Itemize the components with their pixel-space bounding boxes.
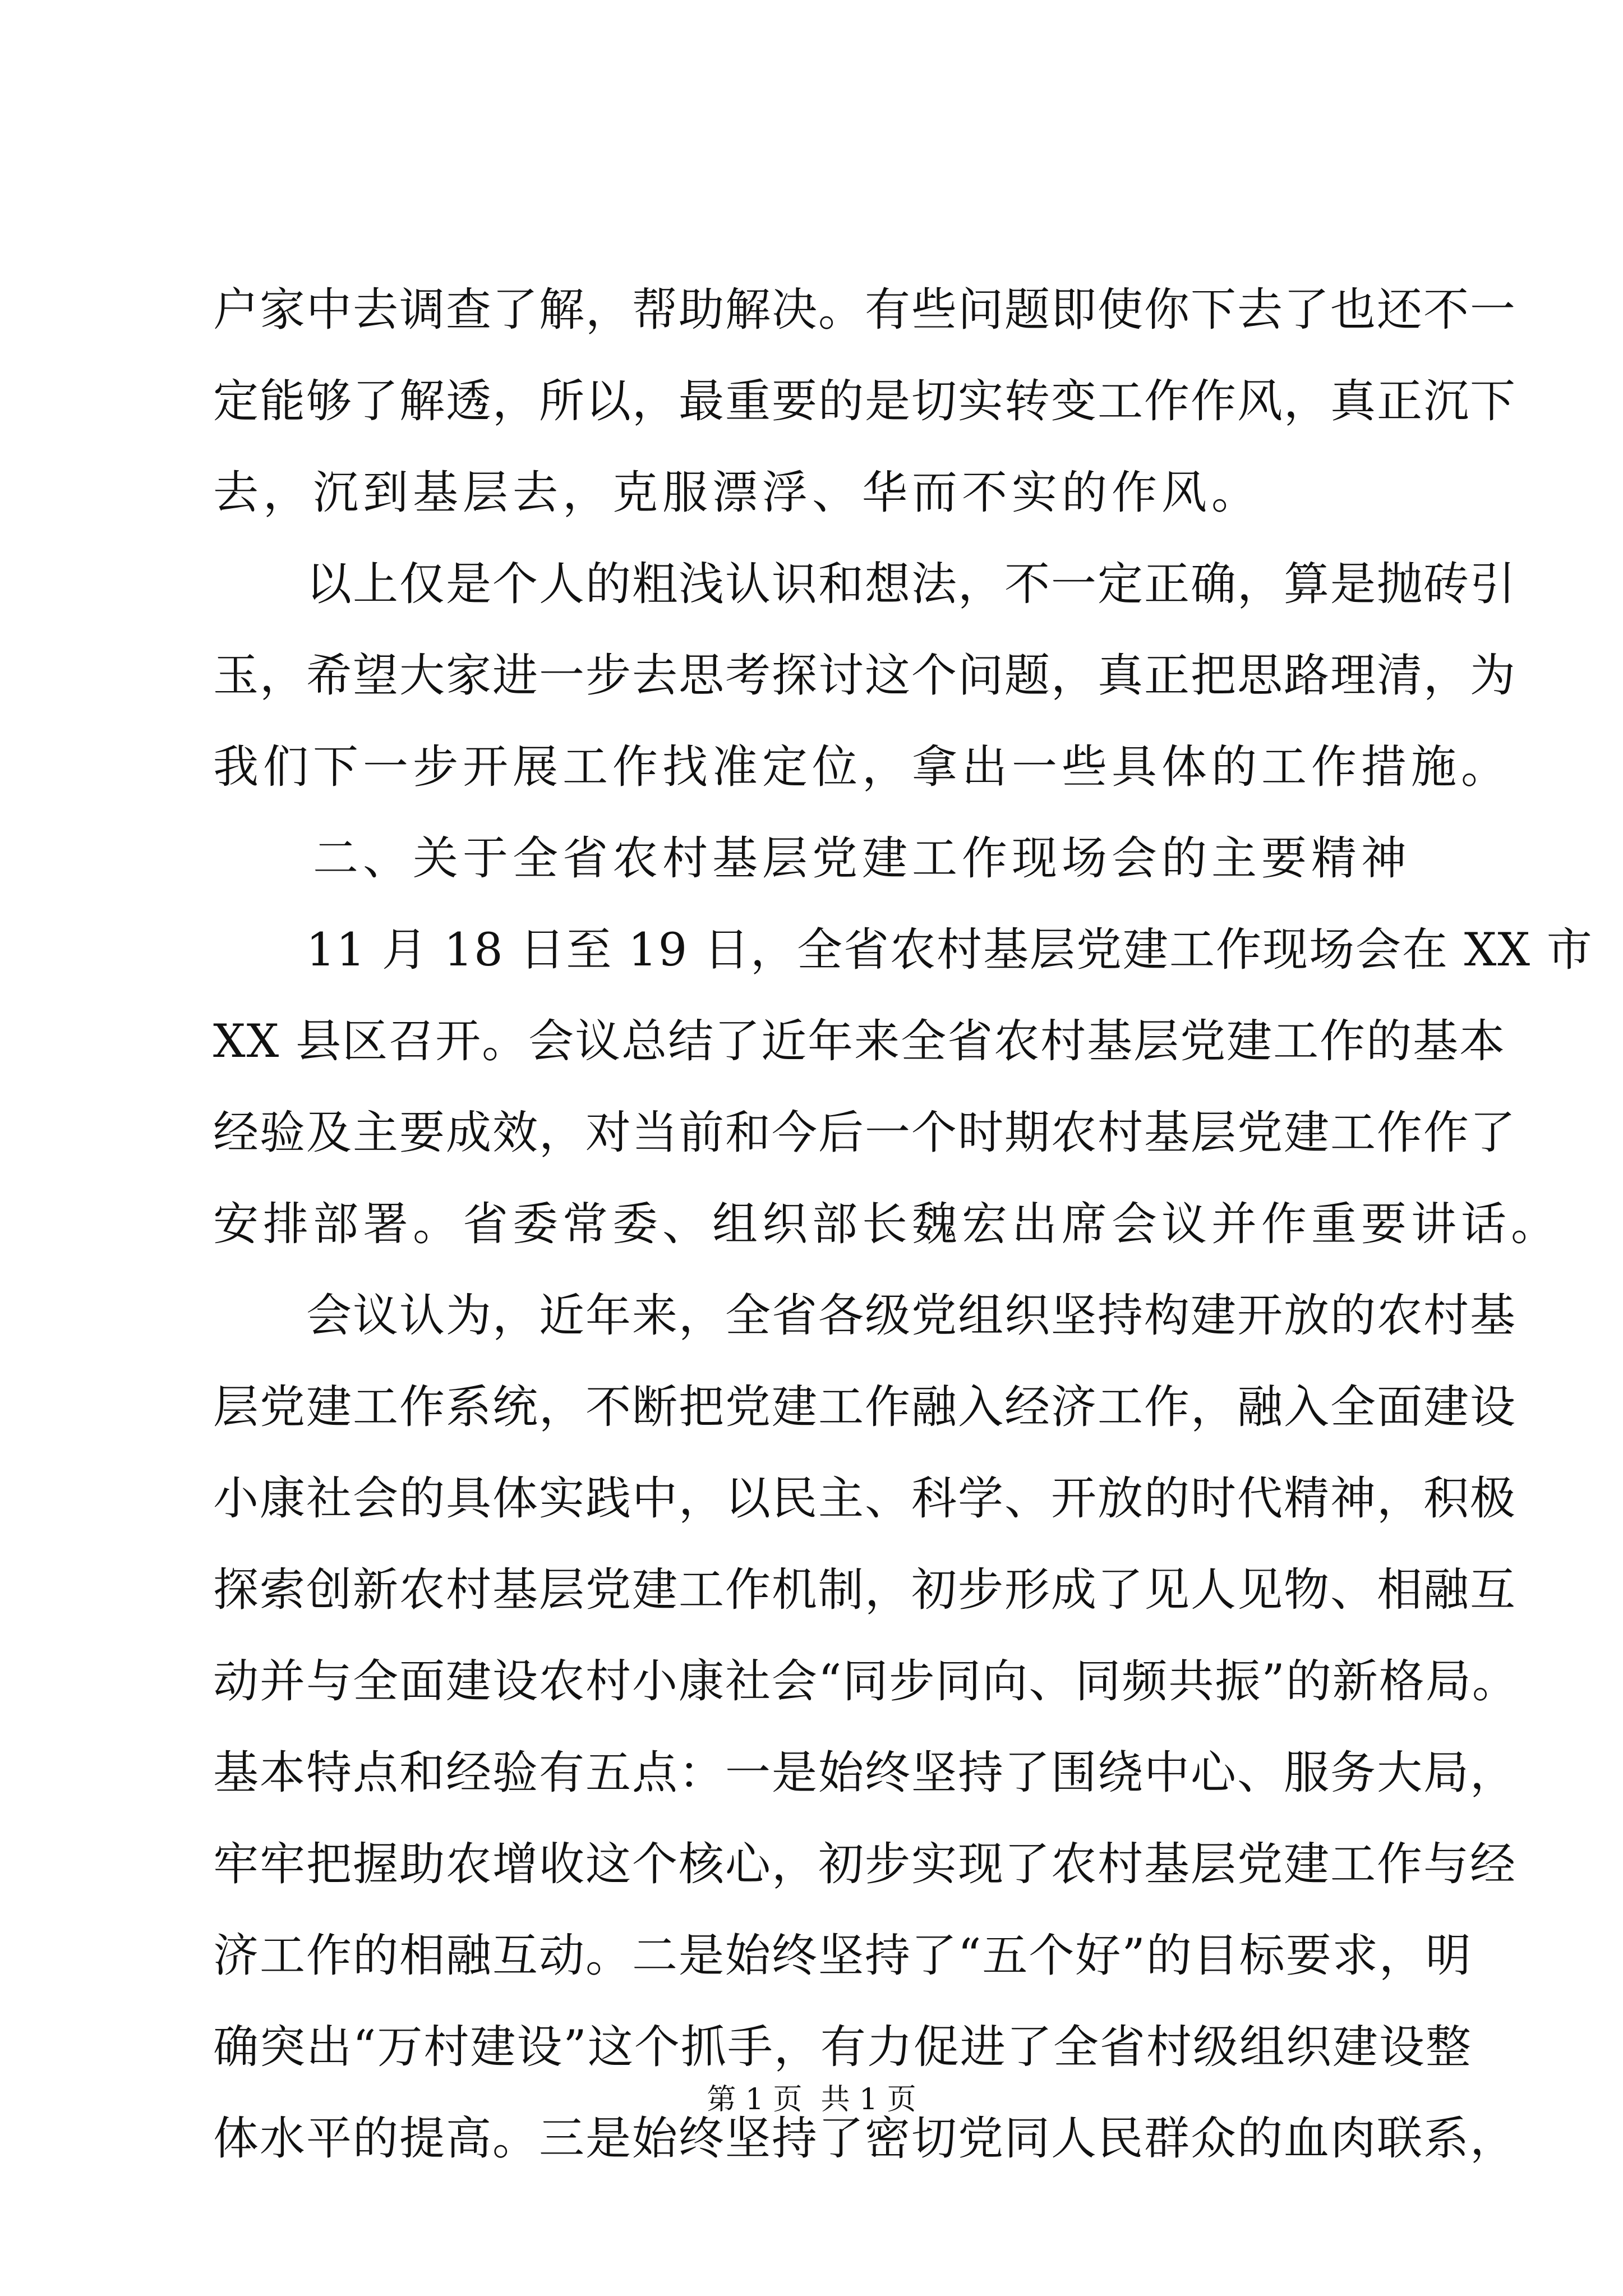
text-line: 11 月 18 日至 19 日，全省农村基层党建工作现场会在 XX 市 (213, 924, 1593, 977)
text-line: 确突出“万村建设”这个抓手，有力促进了全省村级组织建设整 (213, 2021, 1472, 2074)
text-line: 探索创新农村基层党建工作机制，初步形成了见人见物、相融互 (213, 1564, 1517, 1617)
text-line: 定能够了解透，所以，最重要的是切实转变工作作风，真正沉下 (213, 375, 1517, 428)
text-line: 去，沉到基层去，克服漂浮、华而不实的作风。 (213, 467, 1262, 519)
document-body (213, 265, 1593, 2185)
text-line: 以上仅是个人的粗浅认识和想法，不一定正确，算是抛砖引 (213, 558, 1517, 611)
text-line: 济工作的相融互动。二是始终坚持了“五个好”的目标要求，明 (213, 1930, 1472, 1982)
text-line: 层党建工作系统，不断把党建工作融入经济工作，融入全面建设 (213, 1381, 1517, 1434)
text-line: 小康社会的具体实践中，以民主、科学、开放的时代精神，积极 (213, 1473, 1517, 1525)
text-line: 玉，希望大家进一步去思考探讨这个问题，真正把思路理清，为 (213, 650, 1517, 702)
text-line: 会议认为，近年来，全省各级党组织坚持构建开放的农村基 (213, 1290, 1517, 1342)
text-line: 牢牢把握助农增收这个核心，初步实现了农村基层党建工作与经 (213, 1838, 1517, 1891)
text-line: 动并与全面建设农村小康社会“同步同向、同频共振”的新格局。 (213, 1655, 1519, 1708)
page-number-footer: 第 1 页 共 1 页 (707, 2083, 916, 2116)
text-line: 体水平的提高。三是始终坚持了密切党同人民群众的血肉联系， (213, 2113, 1517, 2165)
text-line: XX 县区召开。会议总结了近年来全省农村基层党建工作的基本 (213, 1015, 1506, 1068)
text-line: 基本特点和经验有五点：一是始终坚持了围绕中心、服务大局， (213, 1747, 1517, 1800)
text-line: 我们下一步开展工作找准定位，拿出一些具体的工作措施。 (213, 741, 1511, 794)
text-line: 安排部署。省委常委、组织部长魏宏出席会议并作重要讲话。 (213, 1198, 1561, 1251)
section-heading: 二、关于全省农村基层党建工作现场会的主要精神 (213, 832, 1412, 885)
text-line: 户家中去调查了解，帮助解决。有些问题即使你下去了也还不一 (213, 284, 1517, 337)
text-line: 经验及主要成效，对当前和今后一个时期农村基层党建工作作了 (213, 1107, 1517, 1159)
